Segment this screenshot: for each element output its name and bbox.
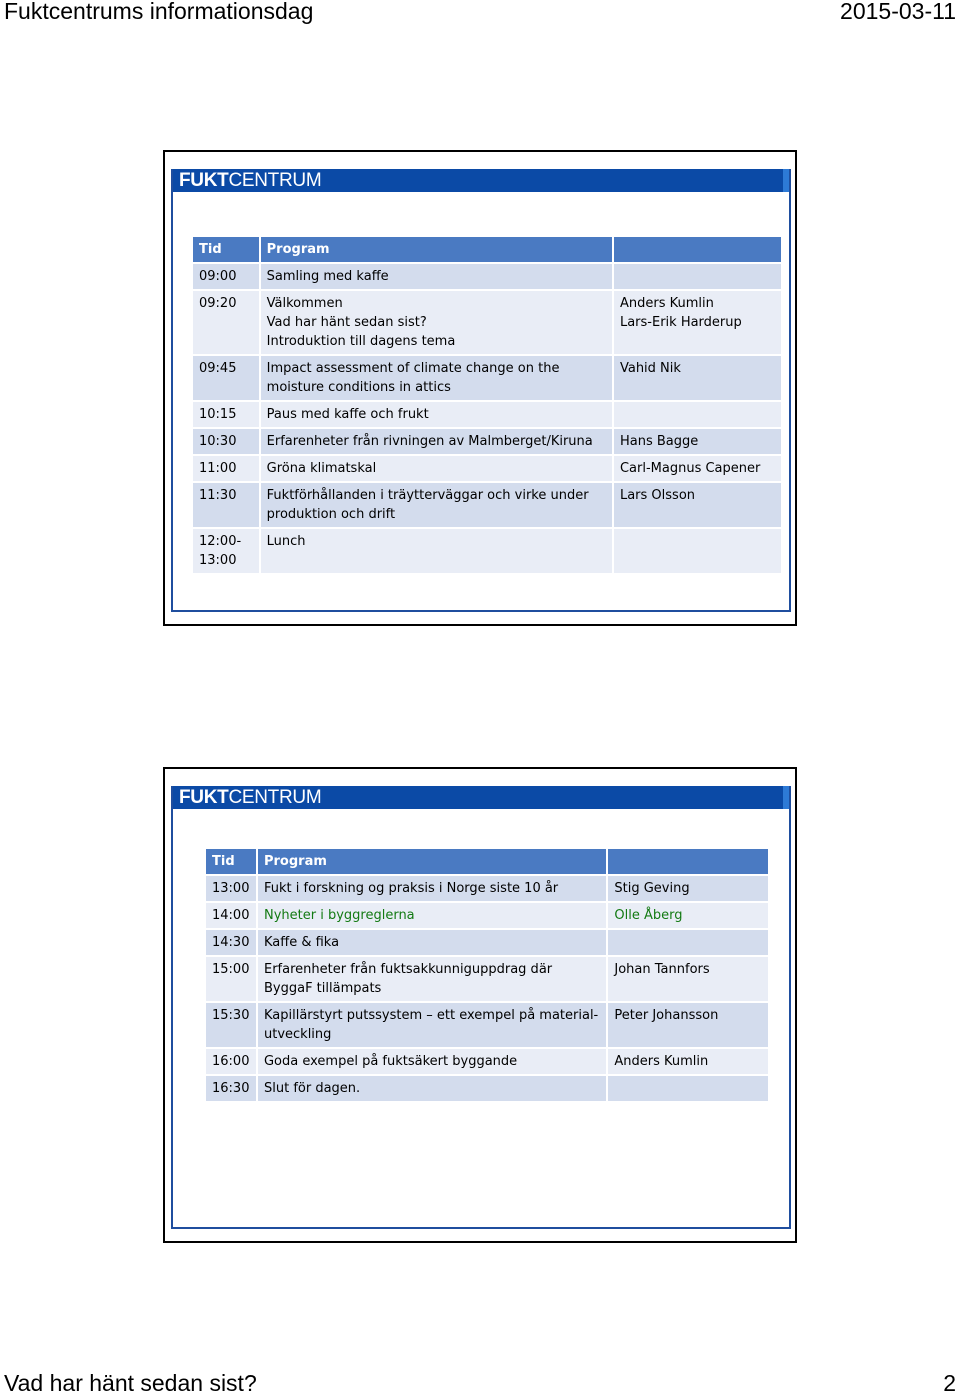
speaker-cell: Carl-Magnus Capener	[614, 456, 781, 481]
table-row	[193, 456, 781, 481]
program-cell: Gröna klimatskal	[261, 456, 612, 481]
time-cell: 16:00	[206, 1049, 256, 1074]
time-cell: 16:30	[206, 1076, 256, 1101]
speaker-cell: Vahid Nik	[614, 356, 781, 400]
table-row	[206, 903, 768, 928]
time-cell: 10:15	[193, 402, 259, 427]
page-number: 2	[943, 1370, 956, 1396]
page-header	[0, 0, 960, 26]
speaker-cell	[608, 930, 768, 955]
time-cell: 15:00	[206, 957, 256, 1001]
speaker-cell	[614, 402, 781, 427]
speaker-cell	[614, 264, 781, 289]
time-cell: 14:30	[206, 930, 256, 955]
speaker-cell: Olle Åberg	[608, 903, 768, 928]
table-row	[206, 1076, 768, 1101]
slide-banner	[173, 786, 789, 809]
document-date: 2015-03-11	[840, 0, 956, 24]
speaker-cell: Peter Johansson	[608, 1003, 768, 1047]
document-title: Fuktcentrums informationsdag	[4, 0, 314, 24]
table-row	[193, 291, 781, 354]
program-cell: Impact assessment of climate change on the moisture conditions in attics	[261, 356, 612, 400]
program-cell: Slut för dagen.	[258, 1076, 606, 1101]
time-cell: 11:30	[193, 483, 259, 527]
table-row	[206, 1049, 768, 1074]
program-cell: Samling med kaffe	[261, 264, 612, 289]
table-row	[206, 1003, 768, 1047]
speaker-cell	[608, 1076, 768, 1101]
time-cell: 11:00	[193, 456, 259, 481]
program-cell: Erfarenheter från rivningen av Malmberget/Kiruna	[261, 429, 612, 454]
table-row	[193, 429, 781, 454]
program-cell: Fukt i forskning og praksis i Norge siste 10 år	[258, 876, 606, 901]
program-cell: Fuktförhållanden i träytterväggar och virke under produktion och drift	[261, 483, 612, 527]
column-header-program: Program	[261, 237, 612, 262]
table-row	[206, 930, 768, 955]
speaker-cell: Lars Olsson	[614, 483, 781, 527]
table-row	[193, 402, 781, 427]
speaker-cell: Hans Bagge	[614, 429, 781, 454]
time-cell: 15:30	[206, 1003, 256, 1047]
table-row	[193, 264, 781, 289]
program-cell: Välkommen Vad har hänt sedan sist? Introduktion till dagens tema	[261, 291, 612, 354]
speaker-cell: Anders Kumlin	[608, 1049, 768, 1074]
slide-banner	[173, 169, 789, 192]
speaker-cell: Stig Geving	[608, 876, 768, 901]
column-header-program: Program	[258, 849, 606, 874]
time-cell: 13:00	[206, 876, 256, 901]
footer-title: Vad har hänt sedan sist?	[4, 1370, 257, 1396]
time-cell: 09:00	[193, 264, 259, 289]
schedule-table-morning	[191, 235, 783, 575]
time-cell: 10:30	[193, 429, 259, 454]
table-row	[206, 957, 768, 1001]
table-row	[193, 483, 781, 527]
table-header-row	[193, 237, 781, 262]
table-header-row	[206, 849, 768, 874]
slide-1	[163, 150, 797, 626]
speaker-cell	[614, 529, 781, 573]
program-cell: Paus med kaffe och frukt	[261, 402, 612, 427]
table-row	[206, 876, 768, 901]
schedule-table-afternoon	[204, 847, 770, 1103]
slide-2	[163, 767, 797, 1243]
fuktcentrum-logo: FUKTCENTRUM	[179, 170, 322, 191]
column-header-speaker	[608, 849, 768, 874]
column-header-time: Tid	[206, 849, 256, 874]
program-cell: Kaffe & fika	[258, 930, 606, 955]
table-row	[193, 356, 781, 400]
program-cell: Kapillärstyrt putssystem – ett exempel på material-utveckling	[258, 1003, 606, 1047]
column-header-time: Tid	[193, 237, 259, 262]
program-cell: Nyheter i byggreglerna	[258, 903, 606, 928]
program-cell: Lunch	[261, 529, 612, 573]
program-cell: Goda exempel på fuktsäkert byggande	[258, 1049, 606, 1074]
page-footer	[0, 1370, 960, 1396]
time-cell: 09:45	[193, 356, 259, 400]
table-row	[193, 529, 781, 573]
time-cell: 12:00- 13:00	[193, 529, 259, 573]
fuktcentrum-logo: FUKTCENTRUM	[179, 787, 322, 808]
time-cell: 09:20	[193, 291, 259, 354]
program-cell: Erfarenheter från fuktsakkunniguppdrag där ByggaF tillämpats	[258, 957, 606, 1001]
speaker-cell: Johan Tannfors	[608, 957, 768, 1001]
speaker-cell: Anders Kumlin Lars-Erik Harderup	[614, 291, 781, 354]
time-cell: 14:00	[206, 903, 256, 928]
slide-content	[171, 169, 791, 612]
column-header-speaker	[614, 237, 781, 262]
slide-content	[171, 786, 791, 1229]
